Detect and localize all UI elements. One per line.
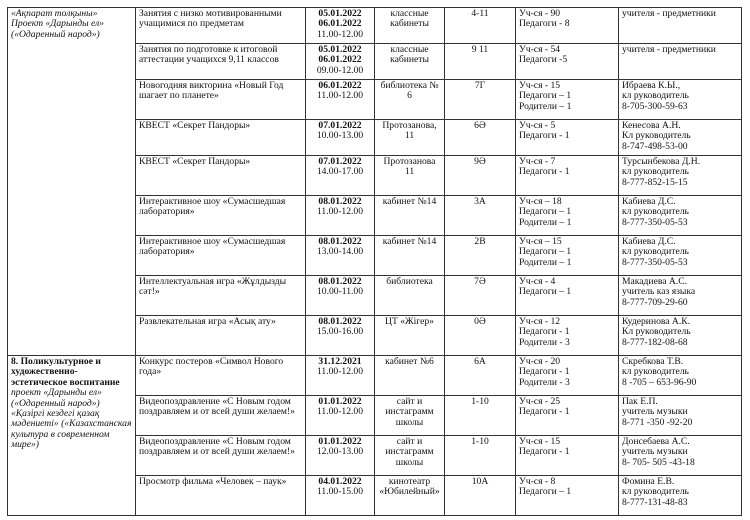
document-sheet (7, 7, 742, 516)
responsible-cell (619, 436, 742, 476)
class-cell (445, 396, 516, 436)
date-value: 08.01.2022 (318, 276, 362, 287)
event-cell-line: Просмотр фильма «Человек – паук» (139, 476, 287, 487)
participants-cell-line: Уч-ся – 15 (519, 236, 562, 247)
direction-line: Проект «Дарынды ел» («Одаренный народ») (11, 18, 104, 40)
date-cell (306, 8, 375, 44)
class-cell-line: 7Г (474, 80, 486, 91)
date-value: 07.01.2022 (318, 120, 362, 131)
participants-cell-line: Уч-ся - 5 (519, 120, 556, 131)
event-cell (136, 356, 306, 396)
time-value: 12.00-13.00 (316, 446, 364, 458)
responsible-cell-line: 8-777-131-48-83 (622, 496, 688, 508)
participants-cell-line: Уч-ся - 7 (519, 156, 556, 167)
place-cell-line: кинотеатр «Юбилейный» (379, 476, 440, 498)
date-cell (306, 80, 375, 120)
responsible-cell-line: Пак Е.П. (622, 396, 658, 407)
class-cell-line: 10А (471, 476, 489, 487)
class-cell-line: 9 11 (471, 44, 489, 55)
responsible-cell (619, 8, 742, 44)
place-cell-line: Протозанова 11 (383, 156, 436, 178)
responsible-cell-line: кл руководитель (622, 206, 689, 218)
date-cell (306, 356, 375, 396)
event-cell (136, 476, 306, 516)
place-cell (375, 276, 445, 316)
responsible-cell (619, 356, 742, 396)
responsible-cell-line: Донсебаева А.С. (622, 436, 690, 447)
place-cell-line: классные кабинеты (390, 8, 429, 30)
event-cell-line: Конкурс постеров «Символ Нового года» (139, 356, 284, 378)
event-cell (136, 80, 306, 120)
place-cell-line: ЦТ «Жігер» (385, 316, 434, 327)
date-value: 08.01.2022 (318, 316, 362, 327)
responsible-cell-line: учителя - предметники (622, 44, 716, 55)
responsible-cell-line: Макадиева А.С. (622, 276, 688, 287)
event-cell-line: Видеопоздравление «С Новым годом поздравляем и от всей души желаем!» (139, 436, 295, 458)
date-value: 08.01.2022 (318, 196, 362, 207)
responsible-cell (619, 44, 742, 80)
class-cell (445, 80, 516, 120)
date-value: 06.01.2022 (318, 54, 362, 66)
responsible-cell-line: учитель музыки (622, 446, 688, 458)
event-cell-line: Развлекательная игра «Асық ату» (139, 316, 276, 327)
table-body (8, 8, 742, 516)
date-value: 04.01.2022 (318, 476, 362, 487)
participants-cell (516, 476, 619, 516)
participants-cell-line: Уч-ся – 18 (519, 196, 562, 207)
event-cell (136, 276, 306, 316)
participants-cell-line: Уч-ся - 90 (519, 8, 561, 19)
responsible-cell (619, 316, 742, 356)
class-cell (445, 316, 516, 356)
date-value: 05.01.2022 (318, 44, 362, 55)
place-cell (375, 356, 445, 396)
participants-cell (516, 356, 619, 396)
place-cell-line: сайт и инстаграмм школы (385, 436, 434, 468)
class-cell (445, 120, 516, 156)
place-cell-line: сайт и инстаграмм школы (385, 396, 434, 428)
participants-cell-line: Родители - 3 (519, 336, 570, 348)
participants-cell (516, 316, 619, 356)
place-cell (375, 8, 445, 44)
class-cell-line: 7Ә (474, 276, 486, 287)
responsible-cell-line: Фомина Е.В. (622, 476, 675, 487)
responsible-cell-line: Ибраева К.Ы., (622, 80, 681, 91)
place-cell-line: кабинет №6 (385, 356, 434, 367)
responsible-cell-line: кл руководитель (622, 486, 689, 498)
responsible-cell-line: Кл руководитель (622, 130, 691, 142)
responsible-cell-line: кл руководитель (622, 366, 689, 378)
event-cell-line: Интерактивное шоу «Сумасшедшая лаборатория» (139, 196, 286, 218)
class-cell-line: 9Ә (474, 156, 486, 167)
participants-cell (516, 120, 619, 156)
place-cell (375, 80, 445, 120)
place-cell-line: Протозанова, 11 (382, 120, 437, 142)
date-value: 08.01.2022 (318, 236, 362, 247)
event-cell (136, 120, 306, 156)
responsible-cell-line: 8-777-852-15-15 (622, 176, 688, 188)
direction-cell (8, 356, 136, 516)
participants-cell-line: Родители – 1 (519, 256, 572, 268)
time-value: 10.00-11.00 (316, 286, 363, 298)
class-cell (445, 156, 516, 196)
date-cell (306, 44, 375, 80)
date-cell (306, 236, 375, 276)
place-cell-line: библиотека № 6 (380, 80, 439, 102)
table-row (8, 356, 742, 396)
time-value: 13.00-14.00 (316, 246, 364, 258)
class-cell (445, 276, 516, 316)
participants-cell-line: Педагоги - 1 (519, 326, 570, 338)
participants-cell (516, 196, 619, 236)
class-cell (445, 8, 516, 44)
date-cell (306, 156, 375, 196)
date-value: 01.01.2022 (318, 396, 362, 407)
participants-cell (516, 236, 619, 276)
time-value: 09.00-12.00 (316, 64, 364, 76)
responsible-cell-line: 8-777-350-05-53 (622, 216, 688, 228)
place-cell (375, 476, 445, 516)
responsible-cell (619, 236, 742, 276)
participants-cell-line: Педагоги - 1 (519, 446, 570, 458)
time-value: 11.00-12.00 (316, 28, 363, 40)
direction-title: 8. Поликультурное и художественно-эстетическое воспитание (11, 356, 120, 388)
date-value: 05.01.2022 (318, 8, 362, 19)
participants-cell-line: Родители – 1 (519, 216, 572, 228)
responsible-cell-line: учитель каз языка (622, 286, 696, 298)
participants-cell (516, 8, 619, 44)
event-cell (136, 196, 306, 236)
class-cell-line: 1-10 (471, 396, 489, 407)
participants-cell (516, 436, 619, 476)
time-value: 10.00-13.00 (316, 130, 364, 142)
responsible-cell (619, 120, 742, 156)
events-table (7, 7, 742, 516)
place-cell-line: библиотека (386, 276, 433, 287)
event-cell-line: КВЕСТ «Секрет Пандоры» (139, 120, 251, 131)
responsible-cell-line: 8-777-350-05-53 (622, 256, 688, 268)
participants-cell (516, 396, 619, 436)
participants-cell-line: Педагоги - 1 (519, 130, 570, 142)
responsible-cell-line: 8-705-300-59-63 (622, 100, 688, 112)
event-cell (136, 44, 306, 80)
date-value: 31.12.2021 (318, 356, 362, 367)
direction-line: «Қазіргі кездегі қазақ мәдениеті» («Казахстанская культура в современном мире») (11, 408, 132, 451)
participants-cell-line: Уч-ся - 15 (519, 436, 561, 447)
place-cell (375, 156, 445, 196)
table-row (8, 8, 742, 44)
responsible-cell-line: 8- 705- 505 -43-18 (622, 456, 695, 468)
date-value: 01.01.2022 (318, 436, 362, 447)
direction-line: «Ақпарат толқыны» (11, 8, 98, 19)
place-cell-line: классные кабинеты (390, 44, 429, 66)
participants-cell-line: Педагоги – 1 (519, 206, 572, 218)
class-cell-line: 6Ә (474, 120, 486, 131)
event-cell (136, 156, 306, 196)
place-cell (375, 120, 445, 156)
event-cell (136, 396, 306, 436)
event-cell-line: Видеопоздравление «С Новым годом поздравляем и от всей души желаем!» (139, 396, 295, 418)
place-cell (375, 196, 445, 236)
event-cell (136, 436, 306, 476)
responsible-cell (619, 80, 742, 120)
responsible-cell-line: 8-777-709-29-60 (622, 296, 688, 308)
time-value: 11.00-12.00 (316, 206, 363, 218)
responsible-cell-line: Кабиева Д.С. (622, 196, 676, 207)
participants-cell-line: Уч-ся - 12 (519, 316, 561, 327)
event-cell (136, 8, 306, 44)
date-cell (306, 276, 375, 316)
class-cell (445, 476, 516, 516)
class-cell-line: 3А (474, 196, 486, 207)
participants-cell (516, 156, 619, 196)
participants-cell-line: Педагоги – 1 (519, 486, 572, 498)
participants-cell-line: Педагоги – 1 (519, 246, 572, 258)
responsible-cell-line: 8 -705 – 653-96-90 (622, 376, 697, 388)
participants-cell-line: Уч-ся - 4 (519, 276, 556, 287)
time-value: 14.00-17.00 (316, 166, 364, 178)
event-cell-line: Занятия с низко мотивированными учащимися по предметам (139, 8, 282, 30)
event-cell (136, 316, 306, 356)
date-value: 06.01.2022 (318, 80, 362, 91)
participants-cell-line: Уч-ся - 25 (519, 396, 561, 407)
date-cell (306, 396, 375, 436)
class-cell-line: 4-11 (471, 8, 489, 19)
participants-cell-line: Уч-ся - 54 (519, 44, 561, 55)
place-cell (375, 436, 445, 476)
participants-cell-line: Педагоги - 1 (519, 406, 570, 418)
class-cell (445, 356, 516, 396)
responsible-cell-line: кл руководитель (622, 166, 689, 178)
responsible-cell (619, 196, 742, 236)
participants-cell-line: Педагоги -5 (519, 54, 568, 66)
participants-cell (516, 276, 619, 316)
class-cell-line: 1-10 (471, 436, 489, 447)
responsible-cell-line: учитель музыки (622, 406, 688, 418)
responsible-cell-line: кл руководитель (622, 90, 689, 102)
responsible-cell (619, 396, 742, 436)
place-cell (375, 316, 445, 356)
direction-cell (8, 8, 136, 356)
date-cell (306, 196, 375, 236)
time-value: 11.00-12.00 (316, 366, 363, 378)
participants-cell (516, 44, 619, 80)
responsible-cell (619, 156, 742, 196)
responsible-cell-line: кл руководитель (622, 246, 689, 258)
participants-cell-line: Педагоги – 1 (519, 90, 572, 102)
responsible-cell-line: 8-777-182-08-68 (622, 336, 688, 348)
responsible-cell-line: 8-771 -350 -92-20 (622, 416, 693, 428)
participants-cell-line: Педагоги - 8 (519, 18, 570, 30)
place-cell-line: кабинет №14 (382, 196, 437, 207)
time-value: 11.00-12.00 (316, 90, 363, 102)
date-cell (306, 476, 375, 516)
participants-cell (516, 80, 619, 120)
participants-cell-line: Уч-ся - 15 (519, 80, 561, 91)
event-cell-line: Новогодняя викторина «Новый Год шагает по планете» (139, 80, 284, 102)
date-cell (306, 120, 375, 156)
class-cell (445, 196, 516, 236)
event-cell-line: Занятия по подготовке к итоговой аттестации учащихся 9,11 классов (139, 44, 279, 66)
class-cell-line: 0Ә (474, 316, 486, 327)
participants-cell-line: Педагоги - 1 (519, 366, 570, 378)
event-cell-line: Интеллектуальная игра «Жұлдызды сәт!» (139, 276, 287, 298)
date-value: 07.01.2022 (318, 156, 362, 167)
event-cell (136, 236, 306, 276)
responsible-cell-line: Кл руководитель (622, 326, 691, 338)
responsible-cell-line: учителя - предметники (622, 8, 716, 19)
participants-cell-line: Родители – 1 (519, 100, 572, 112)
time-value: 11.00-15.00 (316, 486, 363, 498)
participants-cell-line: Педагоги – 1 (519, 286, 572, 298)
place-cell-line: кабинет №14 (382, 236, 437, 247)
class-cell-line: 2В (474, 236, 486, 247)
place-cell (375, 236, 445, 276)
class-cell-line: 6А (474, 356, 486, 367)
participants-cell-line: Уч-ся - 8 (519, 476, 556, 487)
responsible-cell-line: 8-747-498-53-00 (622, 140, 688, 152)
participants-cell-line: Уч-ся - 20 (519, 356, 561, 367)
event-cell-line: Интерактивное шоу «Сумасшедшая лаборатория» (139, 236, 286, 258)
place-cell (375, 396, 445, 436)
responsible-cell-line: Кудеринова А.К. (622, 316, 691, 327)
event-cell-line: КВЕСТ «Секрет Пандоры» (139, 156, 251, 167)
time-value: 15.00-16.00 (316, 326, 364, 338)
class-cell (445, 236, 516, 276)
class-cell (445, 436, 516, 476)
responsible-cell-line: Турсынбекова Д.Н. (622, 156, 701, 167)
date-cell (306, 316, 375, 356)
place-cell (375, 44, 445, 80)
responsible-cell (619, 276, 742, 316)
participants-cell-line: Педагоги - 1 (519, 166, 570, 178)
participants-cell-line: Родители - 3 (519, 376, 570, 388)
responsible-cell-line: Кабиева Д.С. (622, 236, 676, 247)
date-cell (306, 436, 375, 476)
responsible-cell (619, 476, 742, 516)
responsible-cell-line: Кенесова А.Н. (622, 120, 681, 131)
date-value: 06.01.2022 (318, 18, 362, 30)
direction-line: проект «Дарынды ел» («Одаренный народ») (11, 387, 102, 409)
time-value: 11.00-12.00 (316, 406, 363, 418)
class-cell (445, 44, 516, 80)
responsible-cell-line: Скребкова Т.В. (622, 356, 684, 367)
